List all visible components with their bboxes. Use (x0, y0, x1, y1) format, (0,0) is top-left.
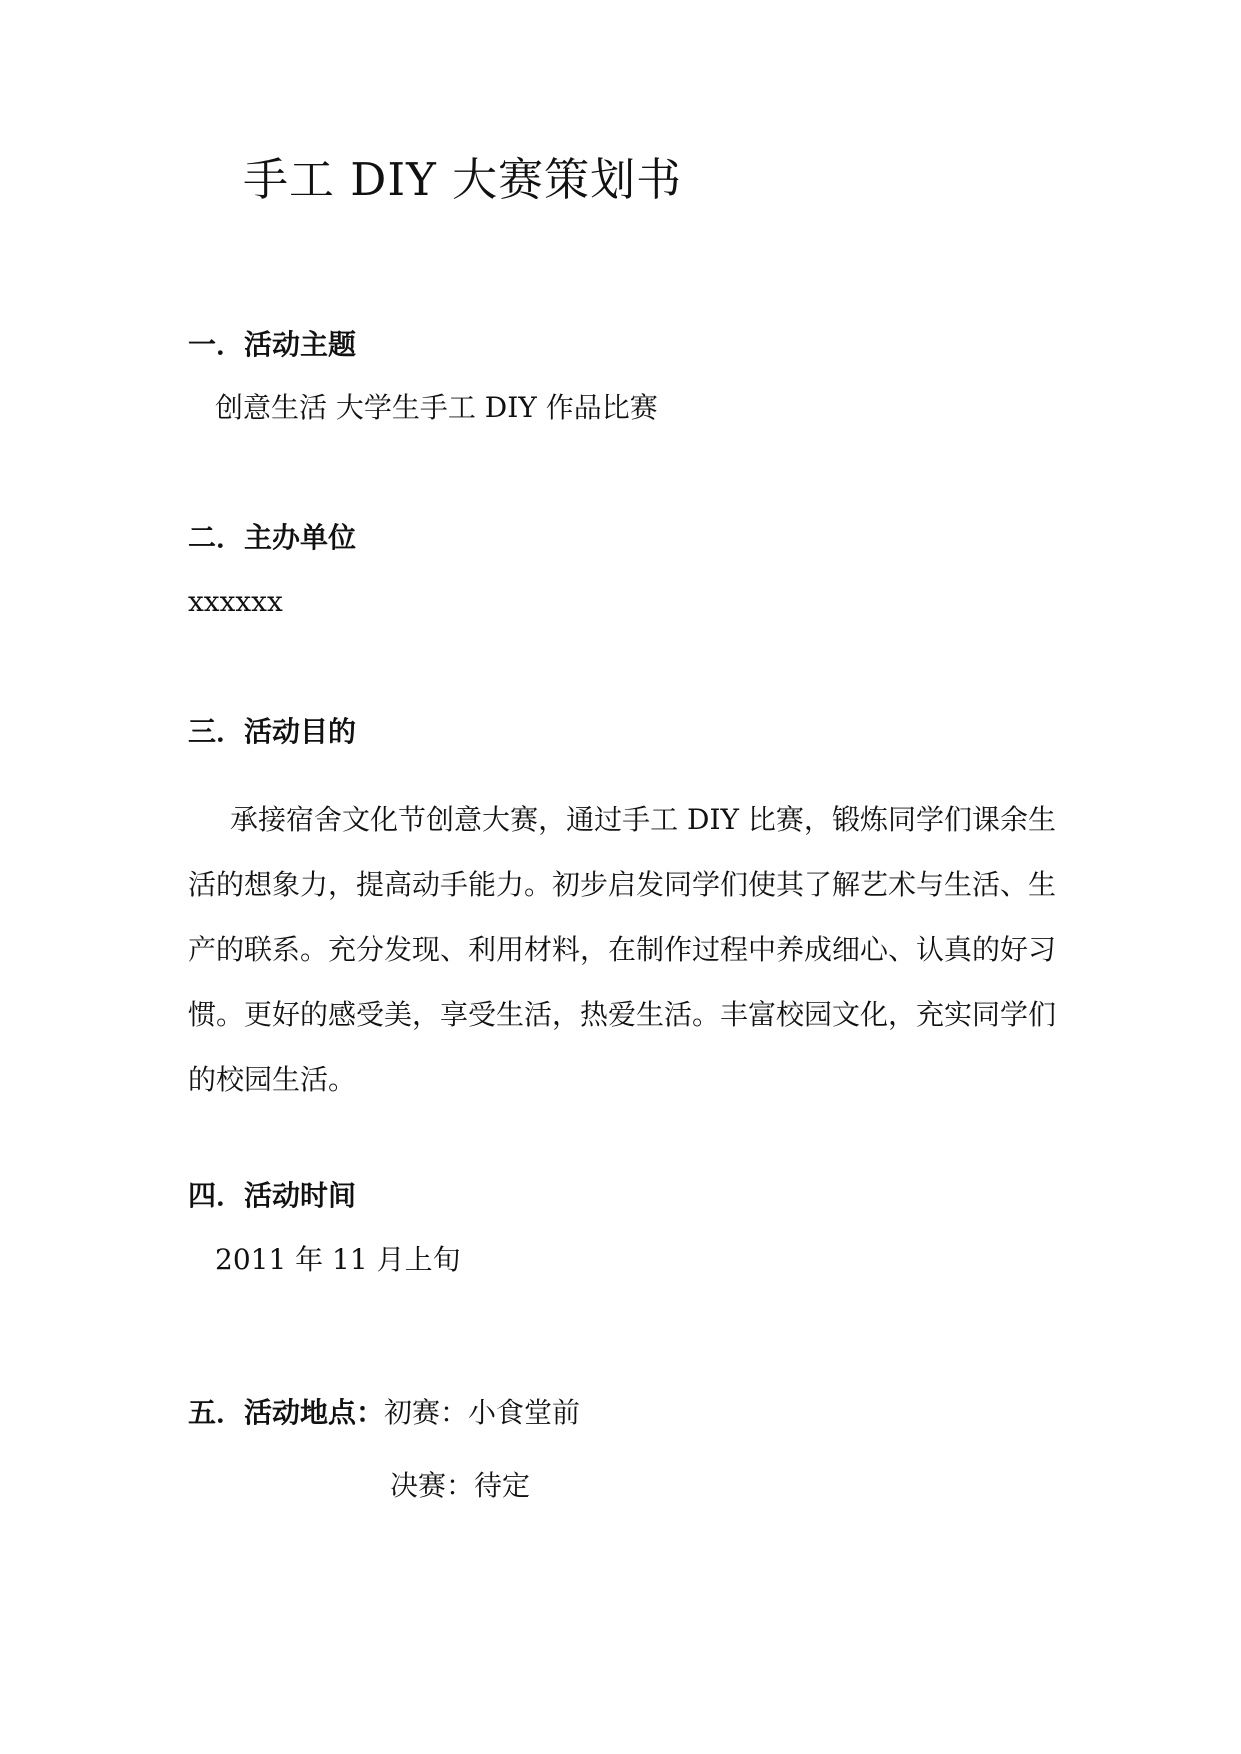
section-heading-time: 四．活动时间 (188, 1179, 357, 1212)
document-title: 手工 DIY 大赛策划书 (243, 153, 683, 206)
section-heading-location-label: 五．活动地点： (188, 1396, 385, 1429)
section-content-purpose: 承接宿舍文化节创意大赛，通过手工 DIY 比赛，锻炼同学们课余生活的想象力，提高动手能力。初步启发同学们使其了解艺术与生活、生产的联系。充分发现、利用材料，在制作过程中养成细心、认真的好习惯。更好的感受美，享受生活，热爱生活。丰富校园文化，充实同学们的校园生活。 (188, 803, 1057, 1096)
section-heading-theme: 一．活动主题 (188, 328, 357, 361)
section-content-location-final: 决赛：待定 (390, 1469, 531, 1502)
section-content-organizer: xxxxxx (188, 585, 283, 618)
section-content-time: 2011 年 11 月上旬 (215, 1243, 461, 1276)
section-heading-organizer: 二．主办单位 (188, 521, 357, 554)
section-heading-purpose: 三．活动目的 (188, 715, 357, 748)
section-heading-location (188, 1393, 580, 1433)
section-content-theme: 创意生活 大学生手工 DIY 作品比赛 (215, 391, 658, 424)
section-content-location-preliminary: 初赛：小食堂前 (384, 1396, 581, 1429)
